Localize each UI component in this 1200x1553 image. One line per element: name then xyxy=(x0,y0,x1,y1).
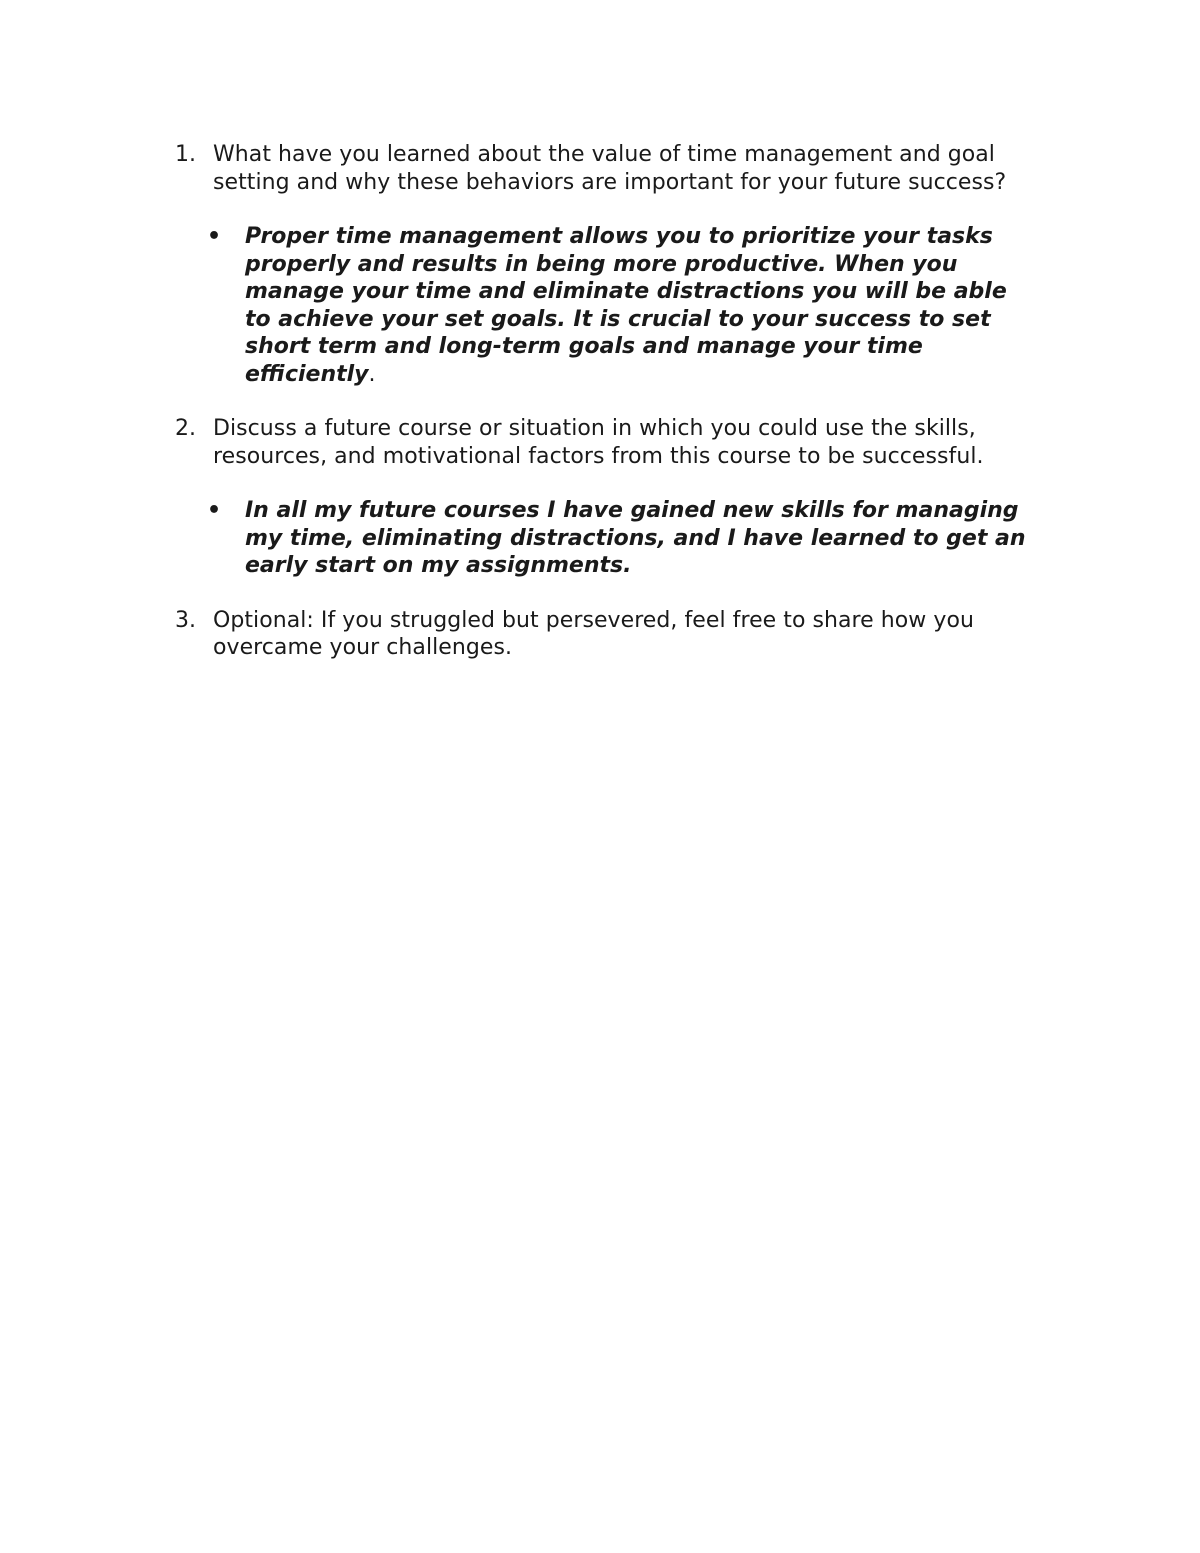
question-2 xyxy=(175,415,1075,470)
question-3-text: Optional: If you struggled but persevered, feel free to share how you overcame your challenges. xyxy=(213,607,974,660)
answer-1 xyxy=(207,223,1035,388)
answer-2-text: In all my future courses I have gained new skills for managing my time, eliminating distractions, and I have learned to get an early start on my assignments. xyxy=(245,498,1026,578)
question-1 xyxy=(175,141,1075,196)
question-2-text: Discuss a future course or situation in which you could use the skills, resources, and motivational factors from this course to be successful. xyxy=(213,416,984,469)
question-2-number: 2. xyxy=(175,416,197,441)
answer-2 xyxy=(207,497,1035,580)
question-1-text: What have you learned about the value of time management and goal setting and why these behaviors are important for your future success? xyxy=(213,142,1007,195)
question-3 xyxy=(175,607,1075,662)
answer-1-period: . xyxy=(368,361,376,387)
question-list xyxy=(175,141,1075,662)
question-1-number: 1. xyxy=(175,142,197,167)
bullet-icon: • xyxy=(207,224,222,249)
bullet-icon: • xyxy=(207,498,222,523)
answer-1-text: Proper time management allows you to prioritize your tasks properly and results in being more productive. When you manage your time and eliminate distractions you will be able to achieve your set goals. It is crucial to your success to set short term and long-term goals and manage your time efficiently xyxy=(245,224,1007,387)
question-3-number: 3. xyxy=(175,607,197,633)
